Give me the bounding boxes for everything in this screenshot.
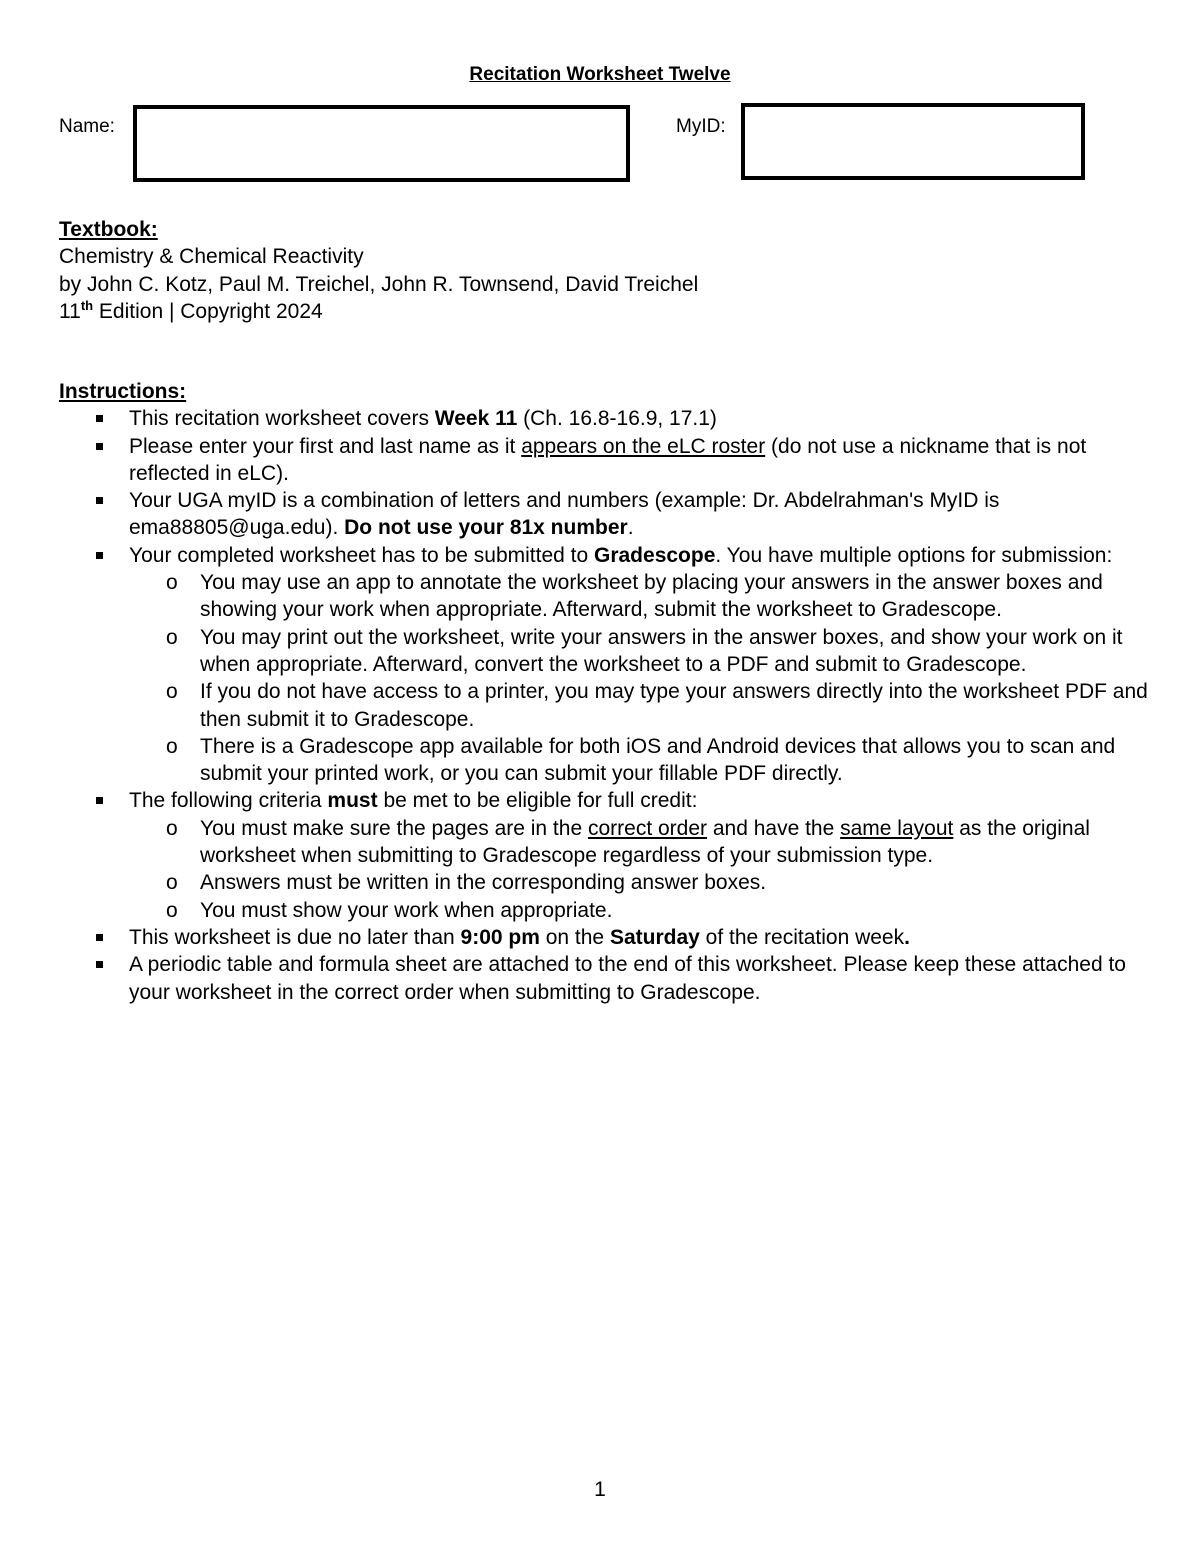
circle-bullet-icon: o [166, 734, 178, 758]
square-bullet-icon [96, 934, 103, 941]
square-bullet-icon [96, 415, 103, 422]
circle-bullet-icon: o [166, 871, 178, 895]
instructions-section [59, 378, 1159, 1006]
myid-label: MyID: [676, 116, 726, 137]
textbook-title: Chemistry & Chemical Reactivity [59, 245, 364, 269]
list-item: Your completed worksheet has to be submitted to Gradescope. You have multiple options for submission: o You may use an app to annotate the worksheet by placing your answers in the answer boxes and showing your work when appropriate. Afterward, submit the worksheet to Gradescope. o You may print out the worksheet, write your answers in the answer boxes, and show your work on it when appropriate. Afterward, convert the worksheet to a PDF and submit to Gradescope. o If you do not have access to a printer, you may type your answers directly into the worksheet PDF and then submit it to Gradescope. o There is a Gradescope app available for both iOS and Android devices that allows you to scan and submit your printed work, or you can submit your fillable PDF directly. [59, 542, 1159, 788]
page-title: Recitation Worksheet Twelve [469, 64, 731, 85]
list-item: This worksheet is due no later than 9:00 pm on the Saturday of the recitation week. [59, 924, 1159, 951]
circle-bullet-icon: o [166, 898, 178, 922]
list-item: o There is a Gradescope app available for both iOS and Android devices that allows you to scan and submit your printed work, or you can submit your fillable PDF directly. [166, 734, 1116, 786]
list-item: o If you do not have access to a printer, you may type your answers directly into the worksheet PDF and then submit it to Gradescope. [166, 680, 1148, 731]
list-item: o You may use an app to annotate the worksheet by placing your answers in the answer boxes and showing your work when appropriate. Afterward, submit the worksheet to Gradescope. [166, 571, 1103, 622]
list-item: This recitation worksheet covers Week 11 (Ch. 16.8-16.9, 17.1) [59, 405, 1159, 432]
list-item: o You must make sure the pages are in the correct order and have the same layout as the original worksheet when submitting to Gradescope regardless of your submission type. [166, 816, 1090, 868]
circle-bullet-icon: o [166, 816, 178, 840]
name-label: Name: [59, 116, 115, 137]
circle-bullet-icon: o [166, 625, 178, 649]
submission-options-list [129, 569, 1159, 787]
list-item: The following criteria must be met to be eligible for full credit: o You must make sure the pages are in the correct order and have the same layout as the original worksheet when submitting to Gradescope regardless of your submission type. o Answers must be written in the corresponding answer boxes. o You must show your work when appropriate. [59, 787, 1159, 923]
textbook-authors: by John C. Kotz, Paul M. Treichel, John R. Townsend, David Treichel [59, 272, 699, 296]
circle-bullet-icon: o [166, 680, 178, 704]
list-item: o Answers must be written in the corresponding answer boxes. [129, 869, 1159, 896]
square-bullet-icon [96, 443, 103, 450]
list-item: Your UGA myID is a combination of letters and numbers (example: Dr. Abdelrahman's MyID is ema88805@uga.edu). Do not use your 81x number. [59, 487, 1159, 542]
name-input-box[interactable] [133, 105, 630, 182]
square-bullet-icon [96, 552, 103, 559]
textbook-heading: Textbook: [59, 218, 158, 241]
list-item: A periodic table and formula sheet are attached to the end of this worksheet. Please keep these attached to your worksheet in the correct order when submitting to Gradescope. [59, 951, 1159, 1006]
criteria-list [129, 815, 1159, 924]
textbook-edition: 11th Edition | Copyright 2024 [59, 297, 323, 323]
square-bullet-icon [96, 961, 103, 968]
myid-input-box[interactable] [741, 103, 1085, 180]
circle-bullet-icon: o [166, 571, 178, 595]
square-bullet-icon [96, 497, 103, 504]
square-bullet-icon [96, 797, 103, 804]
textbook-section [59, 216, 1159, 325]
list-item: o You must show your work when appropriate. [129, 897, 1159, 924]
list-item: Please enter your first and last name as it appears on the eLC roster (do not use a nickname that is not reflected in eLC). [59, 433, 1159, 488]
list-item: o You may print out the worksheet, write your answers in the answer boxes, and show your work on it when appropriate. Afterward, convert the worksheet to a PDF and submit to Gradescope. [166, 625, 1123, 676]
instructions-list [59, 405, 1159, 1006]
page-number: 1 [594, 1478, 606, 1501]
instructions-heading: Instructions: [59, 380, 187, 403]
